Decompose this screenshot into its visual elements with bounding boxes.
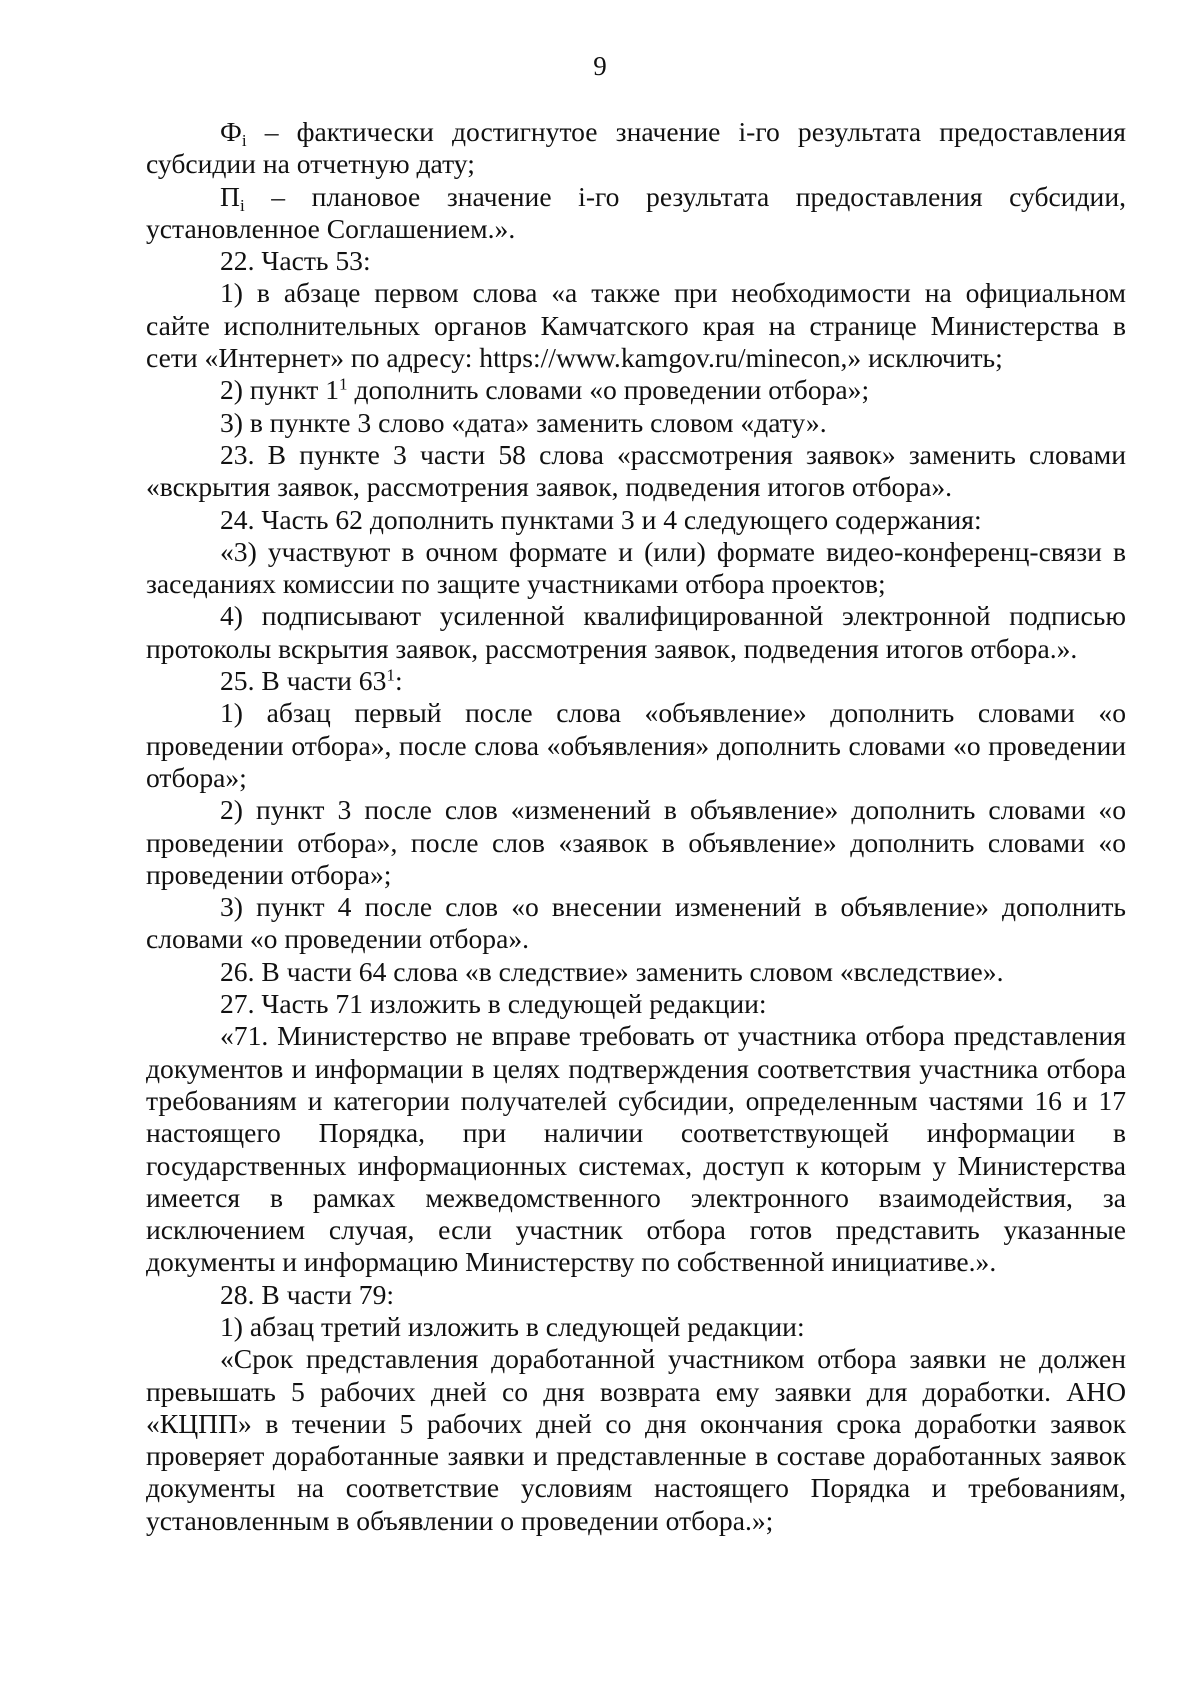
page-number: 9 [593,51,607,81]
superscript: 1 [339,374,348,394]
paragraph-item-22: 22. Часть 53: [220,245,371,277]
symbol-phi: Ф [220,116,242,147]
paragraph-item-22-3: 3) в пункте 3 слово «дата» заменить словом «дату». [220,406,827,438]
paragraph-phi-definition [146,116,1126,181]
paragraph-text: – плановое значение i-го результата предоставления субсидии, установленное Соглашением.». [146,180,1126,244]
paragraph-text: – фактически достигнутое значение i-го результата предоставления субсидии на отчетную дату; [146,116,1126,180]
subscript-i: i [239,195,245,215]
document-body [146,116,1126,1537]
paragraph-item-22-2 [146,374,1126,406]
paragraph-item-26: 26. В части 64 слова «в следствие» заменить словом «вследствие». [220,955,1004,987]
subscript-i: i [241,130,247,150]
paragraph-text: дополнить словами «о проведении отбора»; [347,374,870,406]
paragraph-item-27: 27. Часть 71 изложить в следующей редакции: [220,988,767,1020]
paragraph-item-25-1: 1) абзац первый после слова «объявление» дополнить словами «о проведении отбора», после слова «объявления» дополнить словами «о проведении отбора»; [146,697,1126,793]
paragraph-pi-definition [146,181,1126,246]
paragraph-item-24-3: «3) участвуют в очном формате и (или) формате видео-конференц-связи в заседаниях комиссии по защите участниками отбора проектов; [146,535,1126,600]
paragraph-item-22-1: 1) в абзаце первом слова «а также при необходимости на официальном сайте исполнительных органов Камчатского края на странице Министерства в сети «Интернет» по адресу: https://www.kamgov.ru/minecon,» исключить; [146,277,1126,374]
paragraph-text: 25. В части 63 [220,665,387,697]
paragraph-item-25-3: 3) пункт 4 после слов «о внесении изменений в объявление» дополнить словами «о проведении отбора». [146,891,1126,955]
paragraph-item-28-1-text: «Срок представления доработанной участником отбора заявки не должен превышать 5 рабочих дней со дня возврата ему заявки для доработки. АНО «КЦПП» в течении 5 рабочих дней со дня окончания срока доработки заявок проверяет доработанные заявки и представленные в составе доработанных заявок документы на соответствие условиям настоящего Порядка и требованиям, установленным в объявлении о проведении отбора.»; [146,1343,1126,1536]
paragraph-text: 2) пункт 1 [220,374,340,406]
symbol-pi: П [220,180,240,212]
superscript: 1 [386,665,395,685]
paragraph-item-25 [146,665,1126,697]
paragraph-item-24-4: 4) подписывают усиленной квалифицированной электронной подписью протоколы вскрытия заявок, рассмотрения заявок, подведения итогов отбора.». [146,600,1126,664]
paragraph-item-24: 24. Часть 62 дополнить пунктами 3 и 4 следующего содержания: [220,503,982,535]
paragraph-item-28: 28. В части 79: [220,1278,395,1310]
paragraph-text: : [394,665,403,697]
paragraph-item-25-2: 2) пункт 3 после слов «изменений в объявление» дополнить словами «о проведении отбора», после слов «заявок в объявление» дополнить словами «о проведении отбора»; [146,794,1126,890]
paragraph-item-28-1: 1) абзац третий изложить в следующей редакции: [220,1310,805,1342]
paragraph-item-23: 23. В пункте 3 части 58 слова «рассмотрения заявок» заменить словами «вскрытия заявок, рассмотрения заявок, подведения итогов отбора». [146,438,1126,503]
paragraph-item-27-text: «71. Министерство не вправе требовать от участника отбора представления документов и информации в целях подтверждения соответствия участника отбора требованиям и категории получателей субсидии, определенным частями 16 и 17 настоящего Порядка, при наличии соответствующей информации в государственных информационных системах, доступ к которым у Министерства имеется в рамках межведомственного электронного взаимодействия, за исключением случая, если участник отбора готов представить указанные документы и информацию Министерству по собственной инициативе.». [146,1020,1126,1278]
